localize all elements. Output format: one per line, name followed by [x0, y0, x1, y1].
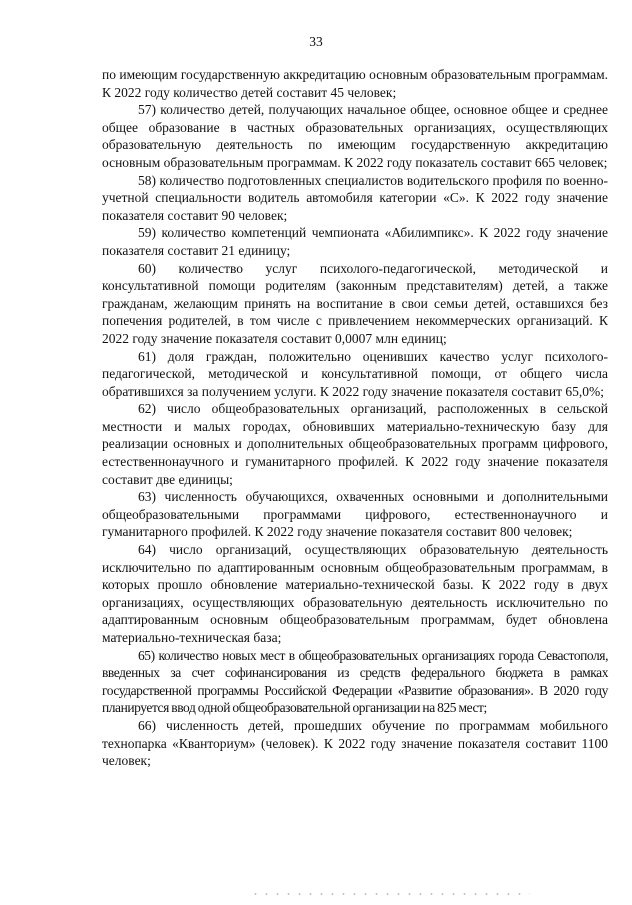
list-item-58: 58) количество подготовленных специалистов водительского профиля по военно-учетной специальности водитель автомобиля категории «С». К 2022 году значение показателя составит 90 человек;: [102, 172, 608, 223]
list-item-63: 63) численность обучающихся, охваченных основными и дополнительными общеобразовательными программами цифрового, естественнонаучного и гуманитарного профилей. К 2022 году значение показателя составит 800 человек;: [102, 489, 608, 540]
scan-artifact: [250, 893, 530, 895]
list-item-59: 59) количество компетенций чемпионата «Абилимпикс». К 2022 году значение показателя составит 21 единицу;: [102, 225, 608, 258]
list-item-57: 57) количество детей, получающих начальное общее, основное общее и среднее общее образование в частных образовательных организациях, осуществляющих образовательную деятельность по имеющим государственную аккредитацию основным образовательным программам. К 2022 году показатель составит 665 человек;: [102, 102, 608, 170]
paragraph-continuation: по имеющим государственную аккредитацию основным образовательным программам. К 2022 году количество детей составит 45 человек;: [102, 67, 608, 100]
list-item-62: 62) число общеобразовательных организаций, расположенных в сельской местности и малых городах, обновивших материально-техническую базу для реализации основных и дополнительных общеобразовательных программ цифрового, естественнонаучного и гуманитарного профилей. К 2022 году значение показателя составит две единицы;: [102, 401, 608, 487]
list-item-65: 65) количество новых мест в общеобразовательных организациях города Севастополя, введенных за счет софинансирования из средств федерального бюджета в рамках государственной программы Российской Федерации «Развитие образования». В 2020 году планируется ввод одной общеобразовательной организации на 825 мест;: [102, 647, 608, 716]
list-item-66: 66) численность детей, прошедших обучение по программам мобильного технопарка «Кванториум» (человек). К 2022 году значение показателя составит 1100 человек;: [102, 717, 608, 769]
page-number: 33: [309, 34, 323, 49]
list-item-60: 60) количество услуг психолого-педагогической, методической и консультативной помощи родителям (законным представителям) детей, а также гражданам, желающим принять на воспитание в свои семьи детей, оставшихся без попечения родителей, в том числе с привлечением некоммерческих организаций. К 2022 году значение показателя составит 0,0007 млн единиц;: [102, 260, 608, 346]
list-item-61: 61) доля граждан, положительно оценивших качество услуг психолого-педагогической, методической и консультативной помощи, от общего числа обратившихся за получением услуги. К 2022 году значение показателя составит 65,0%;: [102, 348, 608, 399]
list-item-64: 64) число организаций, осуществляющих образовательную деятельность исключительно по адаптированным основным общеобразовательным программам, в которых прошло обновление материально-технической базы. К 2022 году в двух организациях, осуществляющих образовательную деятельность исключительно по адаптированным основным общеобразовательным программам, будет обновлена материально-техническая база;: [102, 542, 608, 645]
document-body: [102, 66, 608, 770]
